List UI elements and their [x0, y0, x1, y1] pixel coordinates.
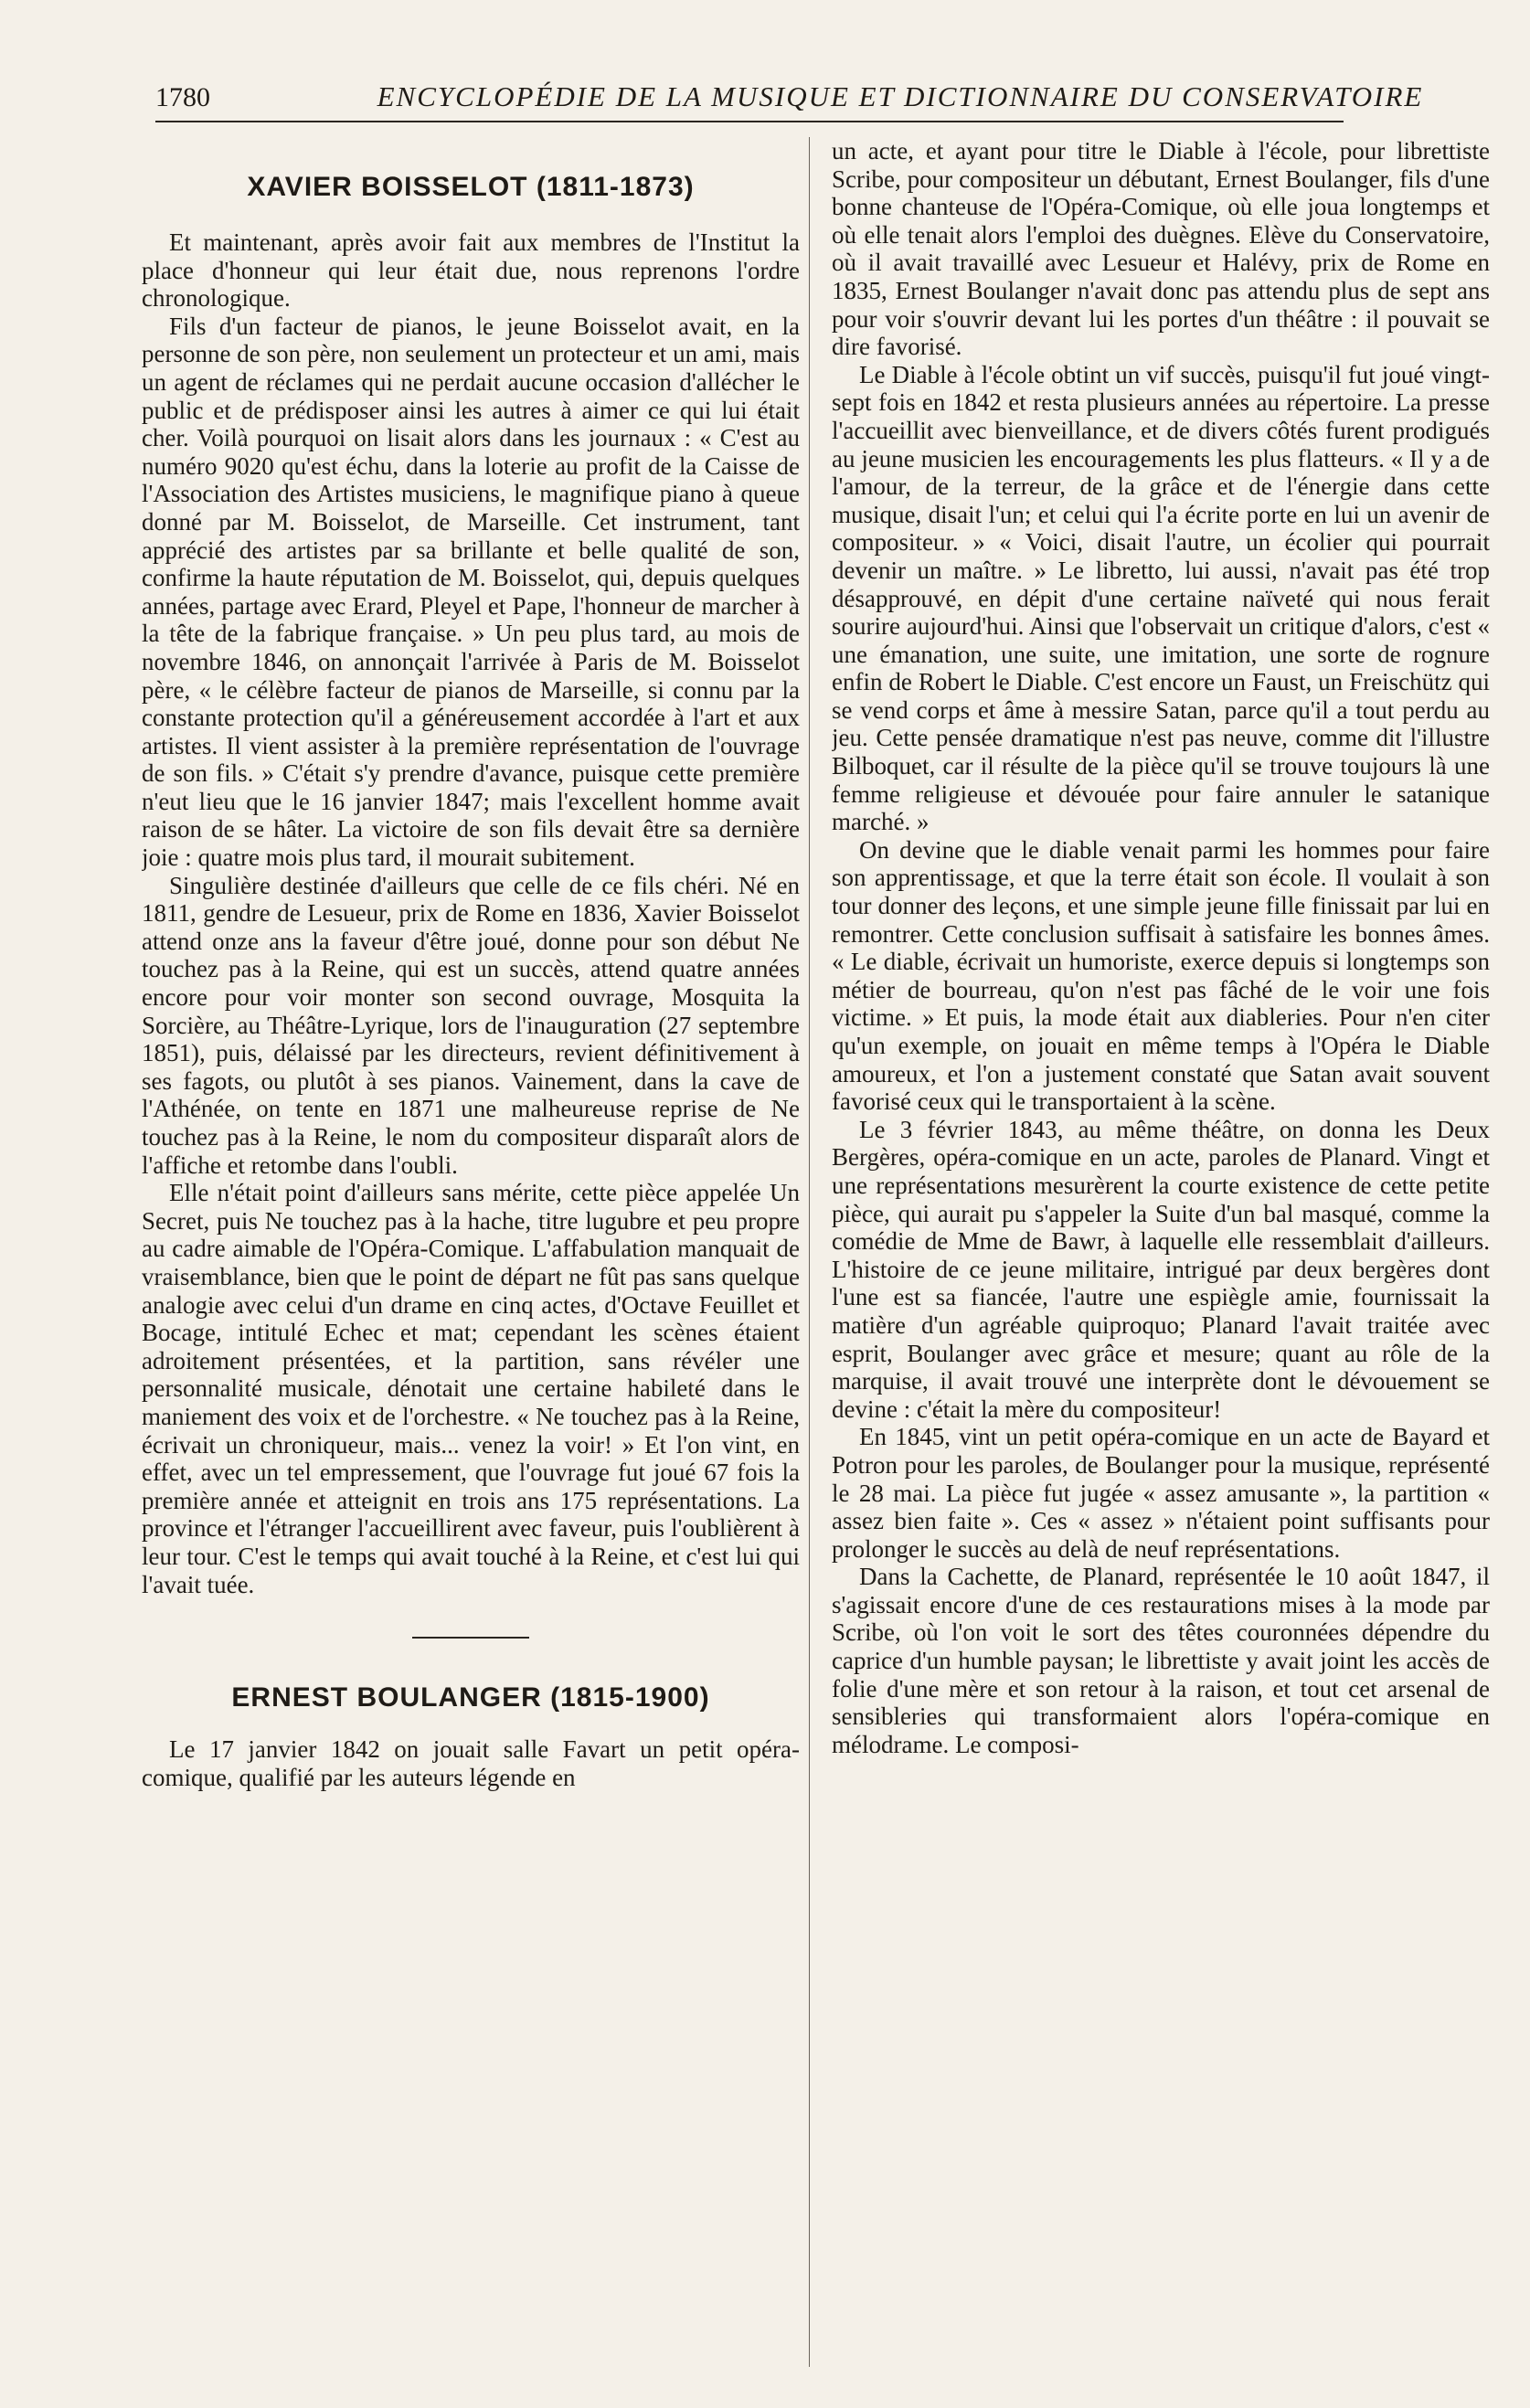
right-column	[832, 137, 1490, 2367]
paragraph: un acte, et ayant pour titre le Diable à l'école, pour librettiste Scribe, pour compositeur un débutant, Ernest Boulanger, fils d'une bonne chanteuse de l'Opéra-Comique, où elle joua longtemps et où elle tenait alors l'emploi des duègnes. Elève du Conservatoire, où il avait travaillé avec Lesueur et Halévy, prix de Rome en 1835, Ernest Boulanger n'avait donc pas attendu plus de sept ans pour voir s'ouvrir devant lui les portes d'un théâtre : il pouvait se dire favorisé.	[832, 137, 1490, 361]
paragraph: Elle n'était point d'ailleurs sans mérite, cette pièce appelée Un Secret, puis Ne touchez pas à la hache, titre lugubre et peu propre au cadre aimable de l'Opéra-Comique. L'affabulation manquait de vraisemblance, bien que le point de départ ne fût pas sans quelque analogie avec celui d'un drame en cinq actes, d'Octave Feuillet et Bocage, intitulé Echec et mat; cependant les scènes étaient adroitement présentées, et la partition, sans révéler une personnalité musicale, dénotait une certaine habileté dans le maniement des voix et de l'orchestre. « Ne touchez pas à la Reine, écrivait un chroniqueur, mais... venez la voir! » Et l'on vint, en effet, avec un tel empressement, que l'ouvrage fut joué 67 fois la première année et atteignit en trois ans 175 représentations. La province et l'étranger l'accueillirent avec faveur, puis l'oublièrent à leur tour. C'est le temps qui avait touché à la Reine, et c'est lui qui l'avait tuée.	[142, 1179, 800, 1598]
running-header	[155, 75, 1424, 122]
paragraph: On devine que le diable venait parmi les hommes pour faire son apprentissage, et que la terre était son école. Il voulait à son tour donner des leçons, et une simple jeune fille finissait par lui en remontrer. Cette conclusion suffisait à satisfaire les bonnes âmes. « Le diable, écrivait un humoriste, exerce depuis si longtemps son métier de bourreau, qu'on n'est pas fâché de le voir une fois victime. » Et puis, la mode était aux diableries. Pour n'en citer qu'un exemple, on jouait en même temps à l'Opéra le Diable amoureux, et l'on a justement constaté que Satan avait souvent favorisé ceux qui le transportaient à la scène.	[832, 835, 1490, 1116]
section-title-boulanger: ERNEST BOULANGER (1815-1900)	[231, 1682, 710, 1713]
paragraph: Et maintenant, après avoir fait aux membres de l'Institut la place d'honneur qui leur était due, nous reprenons l'ordre chronologique.	[142, 228, 800, 313]
paragraph: En 1845, vint un petit opéra-comique en un acte de Bayard et Potron pour les paroles, de Boulanger pour la musique, représenté le 28 mai. La pièce fut jugée « assez amusante », la partition « assez bien faite ». Ces « assez » n'étaient point suffisants pour prolonger le succès au delà de neuf représentations.	[832, 1423, 1490, 1563]
paragraph: Fils d'un facteur de pianos, le jeune Boisselot avait, en la personne de son père, non seulement un protecteur et un ami, mais un agent de réclames qui ne perdait aucune occasion d'allécher le public et de prédisposer ainsi les autres à aimer ce qui lui était cher. Voilà pourquoi on lisait alors dans les journaux : « C'est au numéro 9020 qu'est échu, dans la loterie au profit de la Caisse de l'Association des Artistes musiciens, le magnifique piano à queue donné par M. Boisselot, de Marseille. Cet instrument, tant apprécié des artistes par sa brillante et belle qualité de son, confirme la haute réputation de M. Boisselot, qui, depuis quelques années, partage avec Erard, Pleyel et Pape, l'honneur de marcher à la tête de la fabrique française. » Un peu plus tard, au mois de novembre 1846, on annonçait l'arrivée à Paris de M. Boisselot père, « le célèbre facteur de pianos de Marseille, si connu par la constante protection qu'il a généreusement accordée à l'art et aux artistes. Il vient assister à la première représentation de l'ouvrage de son fils. » C'était s'y prendre d'avance, puisque cette première n'eut lieu que le 16 janvier 1847; mais l'excellent homme avait raison de se hâter. La victoire de son fils devait être sa dernière joie : quatre mois plus tard, il mourait subitement.	[142, 312, 800, 872]
page-number: 1780	[155, 82, 210, 112]
section-title-boisselot: XAVIER BOISSELOT (1811-1873)	[247, 172, 695, 202]
paragraph: Le 3 février 1843, au même théâtre, on donna les Deux Bergères, opéra-comique en un acte, paroles de Planard. Vingt et une représentations mesurèrent la courte existence de cette petite pièce, qui aurait pu s'appeler la Suite d'un bal masqué, comme la comédie de Mme de Bawr, à laquelle elle ressemblait d'ailleurs. L'histoire de ce jeune militaire, intrigué par deux bergères dont l'une est sa fiancée, l'autre une espiègle amie, fournissait la matière d'un agréable quiproquo; Planard l'avait traitée avec esprit, Boulanger avec grâce et mesure; quant au rôle de la marquise, il avait trouvé une interprète dont le dévouement se devine : c'était la mère du compositeur!	[832, 1115, 1490, 1423]
paragraph: Le 17 janvier 1842 on jouait salle Favart un petit opéra-comique, qualifié par les auteurs légende en	[142, 1735, 800, 1791]
left-column	[142, 137, 800, 2367]
column-divider	[809, 137, 810, 2367]
paragraph: Singulière destinée d'ailleurs que celle de ce fils chéri. Né en 1811, gendre de Lesueur, prix de Rome en 1836, Xavier Boisselot attend onze ans la faveur d'être joué, donne pour son début Ne touchez pas à la Reine, qui est un succès, attend quatre années encore pour voir monter son second ouvrage, Mosquita la Sorcière, au Théâtre-Lyrique, lors de l'inauguration (27 septembre 1851), puis, délaissé par les directeurs, revient définitivement à ses fagots, ou plutôt à ses pianos. Vainement, dans la cave de l'Athénée, on tente en 1871 une malheureuse reprise de Ne touchez pas à la Reine, le nom du compositeur disparaît alors de l'affiche et retombe dans l'oubli.	[142, 871, 800, 1179]
paragraph: Le Diable à l'école obtint un vif succès, puisqu'il fut joué vingt-sept fois en 1842 et resta plusieurs années au répertoire. La presse l'accueillit avec bienveillance, et de divers côtés furent prodigués au jeune musicien les encouragements les plus flatteurs. « Il y a de l'amour, de la terreur, de la grâce et de l'énergie dans cette musique, disait l'un; et celui qui l'a écrite porte en lui un avenir de compositeur. » « Voici, disait l'autre, un écolier qui pourrait devenir un maître. » Le libretto, lui aussi, n'avait pas été trop désapprouvé, en dépit d'une certaine naïveté qui nous ferait sourire aujourd'hui. Ainsi que l'observait un critique d'alors, c'est « une émanation, une suite, une imitation, une sorte de rognure enfin de Robert le Diable. C'est encore un Faust, un Freischütz qui se vend corps et âme à messire Satan, parce qu'il a tout perdu au jeu. Cette pensée dramatique n'est pas neuve, comme dit l'illustre Bilboquet, car il résulte de la pièce qu'il se trouve toujours là une femme religieuse et dévouée pour faire annuler le satanique marché. »	[832, 360, 1490, 836]
running-title: ENCYCLOPÉDIE DE LA MUSIQUE ET DICTIONNAIRE DU CONSERVATOIRE	[377, 80, 1424, 112]
section-separator	[412, 1637, 529, 1639]
paragraph: Dans la Cachette, de Planard, représentée le 10 août 1847, il s'agissait encore d'une de ces restaurations mises à la mode par Scribe, où l'on voit le sort des têtes couronnées dépendre du caprice d'un humble paysan; le librettiste y avait joint les accès de folie d'une mère et son retour à la raison, et tout cet arsenal de sensibleries qui transformaient alors l'opéra-comique en mélodrame. Le composi-	[832, 1563, 1490, 1758]
